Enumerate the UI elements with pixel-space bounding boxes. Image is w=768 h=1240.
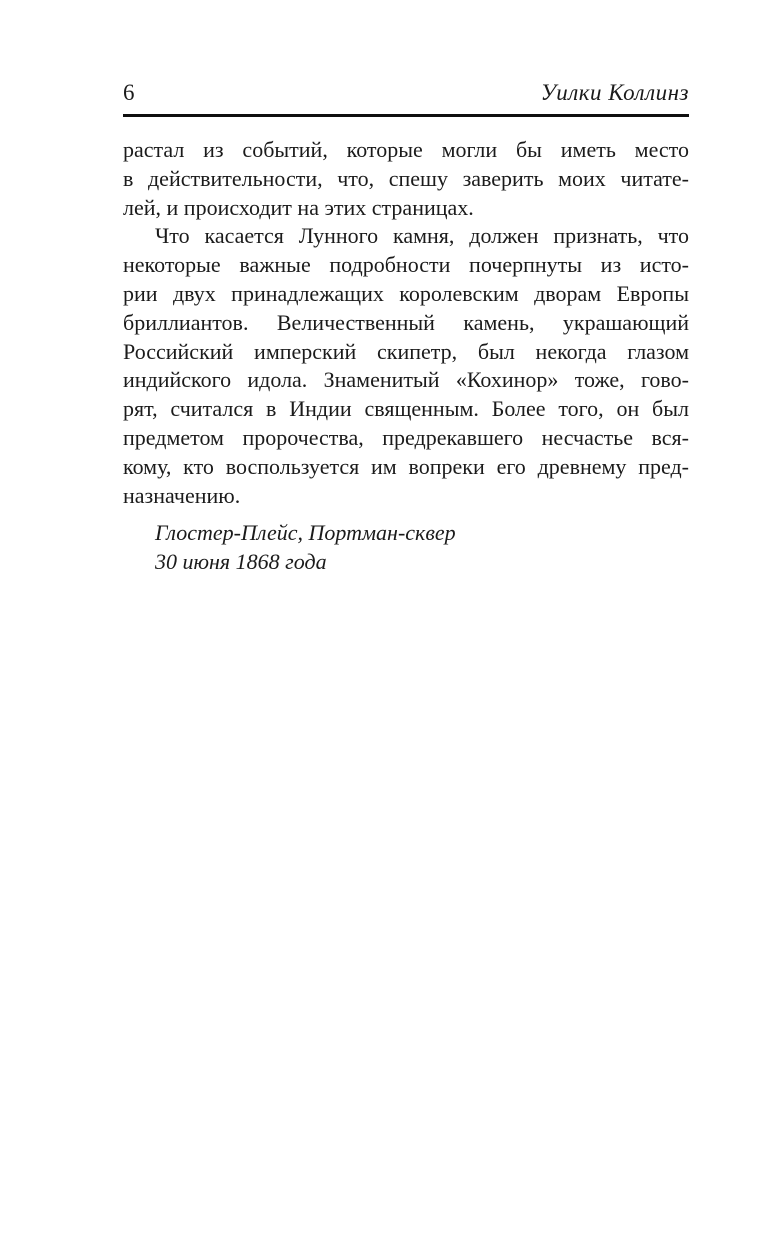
page-number: 6 (123, 80, 135, 105)
text-line: рят, считался в Индии священным. Более того, он был (123, 396, 689, 422)
running-header-author: Уилки Коллинз (540, 80, 689, 105)
paragraph (123, 136, 689, 222)
text-line: индийского идола. Знаменитый «Кохинор» тоже, гово- (123, 367, 689, 393)
paragraph (123, 222, 689, 510)
page-header (123, 80, 689, 117)
text-line: кому, кто воспользуется им вопреки его древнему пред- (123, 453, 689, 479)
text-line: в действительности, что, спешу заверить моих читате- (123, 165, 689, 191)
text-line: Что касается Лунного камня, должен признать, что (155, 223, 689, 249)
signature-block (155, 519, 456, 577)
text-line: рии двух принадлежащих королевским дворам Европы (123, 280, 689, 306)
text-line: назначению. (123, 482, 241, 508)
signature-place: Глостер-Плейс, Портман-сквер (155, 520, 456, 545)
text-line: предметом пророчества, предрекавшего несчастье вся- (123, 424, 689, 450)
text-line: бриллиантов. Величественный камень, украшающий (123, 309, 689, 335)
text-line: лей, и происходит на этих страницах. (123, 194, 474, 220)
signature-date: 30 июня 1868 года (155, 548, 327, 574)
body-text (123, 136, 689, 510)
text-line: растал из событий, которые могли бы иметь место (123, 137, 689, 162)
text-line: некоторые важные подробности почерпнуты из исто- (123, 252, 689, 278)
text-line: Российский имперский скипетр, был некогда глазом (123, 338, 689, 364)
